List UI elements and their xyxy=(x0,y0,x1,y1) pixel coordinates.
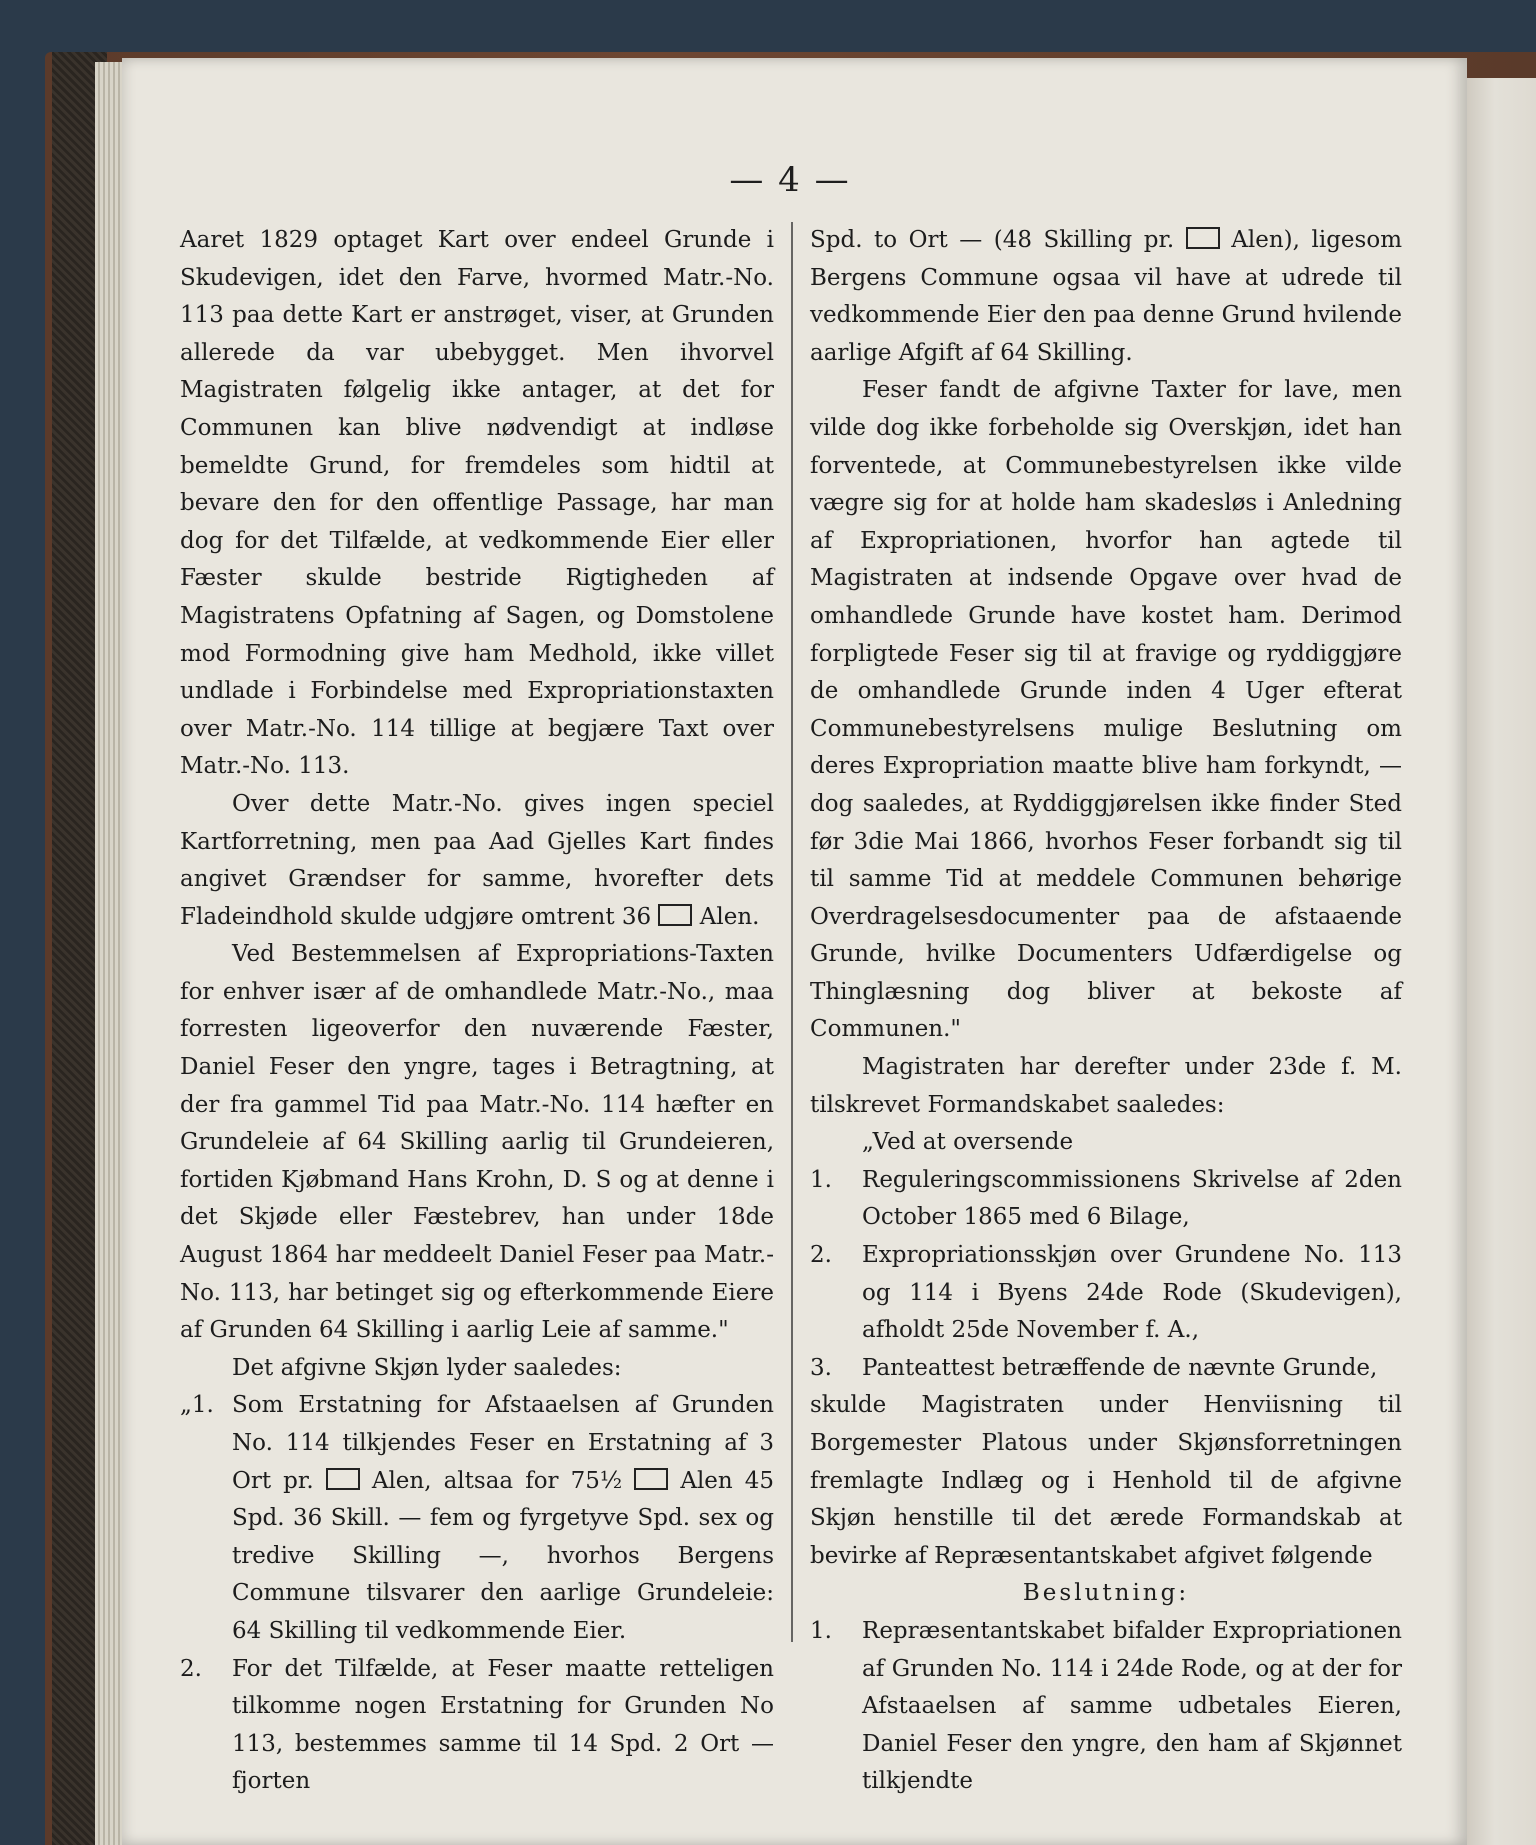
paragraph: Spd. to Ort — (48 Skilling pr. Alen), ligesom Bergens Commune ogsaa vil have at udrede til vedkommende Eier den paa denne Grund hvilende aarlige Afgift af 64 Skilling. xyxy=(810,227,1403,366)
square-symbol xyxy=(1186,227,1220,249)
numbered-item: „1. Som Erstatning for Afstaaelsen af Grunden No. 114 tilkjendes Feser en Erstatning af 3 Ort pr. Alen, altsaa for 75½ Alen 45 Spd. 36 Skill. — fem og fyrgetyve Spd. sex og tredive Skilling —, hvorhos Bergens Commune tilsvarer den aarlige Grundeleie: 64 Skilling til vedkommende Eier. xyxy=(180,1392,775,1644)
paragraph: Feser fandt de afgivne Taxter for lave, men vilde dog ikke forbeholde sig Overskjøn, idet han forventede, at Communebestyrelsen ikke vilde vægre sig for at holde ham skadesløs i Anledning af Expropriationen, hvorfor han agtede til Magistraten at indsende Opgave over hvad de omhandlede Grunde have kostet ham. Derimod forpligtede Feser sig til at fravige og ryddiggjøre de omhandlede Grunde inden 4 Uger efterat Communebestyrelsens mulige Beslutning om deres Expropriation maatte blive ham forkyndt, — dog saaledes, at Ryddiggjørelsen ikke finder Sted før 3die Mai 1866, hvorhos Feser forbandt sig til til samme Tid at meddele Communen behørige Overdragelsesdocumenter paa de afstaaende Grunde, hvilke Documenters Udfærdigelse og Thinglæsning dog bliver at bekoste af Communen." xyxy=(810,377,1402,1043)
facing-page-edge xyxy=(1467,78,1536,1845)
paragraph: Over dette Matr.-No. gives ingen speciel Kartforretning, men paa Aad Gjelles Kart findes angivet Grændser for samme, hvorefter dets Fladeindhold skulde udgjøre omtrent 36 Alen. xyxy=(180,790,774,930)
paragraph: „Ved at oversende xyxy=(862,1129,1074,1156)
paragraph: skulde Magistraten under Henviisning til Borgemester Platous under Skjønsforretningen fremlagte Indlæg og i Henhold til de afgivne Skjøn henstille til det ærede Formandskab at bevirke af Repræsentantskabet afgivet følgende xyxy=(810,1392,1402,1569)
numbered-item: 2. Expropriationsskjøn over Grundene No. 113 og 114 i Byens 24de Rode (Skudevigen), afholdt 25de November f. A., xyxy=(810,1242,1402,1344)
right-column xyxy=(810,222,1402,1801)
left-column xyxy=(180,222,774,1801)
square-symbol xyxy=(658,904,692,926)
numbered-item: 1. Repræsentantskabet bifalder Expropriationen af Grunden No. 114 i 24de Rode, og at der for Afstaaelsen af samme udbetales Eieren, Daniel Feser den yngre, den ham af Skjønnet tilkjendte xyxy=(810,1617,1402,1795)
page-number: — 4 — xyxy=(729,160,851,200)
section-heading: Beslutning: xyxy=(1022,1580,1190,1607)
square-symbol xyxy=(634,1468,668,1490)
numbered-item: 1. Reguleringscommissionens Skrivelse af 2den October 1865 med 6 Bilage, xyxy=(810,1166,1402,1231)
column-divider xyxy=(791,222,793,1642)
square-symbol xyxy=(326,1468,360,1490)
numbered-item: 3. Panteattest betræffende de nævnte Grunde, xyxy=(810,1354,1378,1381)
numbered-item: 2. For det Tilfælde, at Feser maatte retteligen tilkomme nogen Erstatning for Grunden No 113, bestemmes samme til 14 Spd. 2 Ort — fjorten xyxy=(180,1655,774,1795)
paragraph: Det afgivne Skjøn lyder saaledes: xyxy=(232,1354,622,1381)
paragraph: Aaret 1829 optaget Kart over endeel Grunde i Skudevigen, idet den Farve, hvormed Matr.-No. 113 paa dette Kart er anstrøget, viser, at Grunden allerede da var ubebygget. Men ihvorvel Magistraten følgelig ikke antager, at det for Communen kan blive nødvendigt at indløse bemeldte Grund, for fremdeles som hidtil at bevare den for den offentlige Passage, har man dog for det Tilfælde, at vedkommende Eier eller Fæster skulde bestride Rigtigheden af Magistratens Opfatning af Sagen, og Domstolene mod Formodning give ham Medhold, ikke villet undlade i Forbindelse med Expropriationstaxten over Matr.-No. 114 tillige at begjære Taxt over Matr.-No. 113. xyxy=(180,227,774,780)
page-edges xyxy=(95,62,125,1845)
paragraph: Magistraten har derefter under 23de f. M. tilskrevet Formandskabet saaledes: xyxy=(810,1054,1402,1118)
paragraph: Ved Bestemmelsen af Expropriations-Taxten for enhver især af de omhandlede Matr.-No., maa forresten ligeoverfor den nuværende Fæster, Daniel Feser den yngre, tages i Betragtning, at der fra gammel Tid paa Matr.-No. 114 hæfter en Grundeleie af 64 Skilling aarlig til Grundeieren, fortiden Kjøbmand Hans Krohn, D. S og at denne i det Skjøde eller Fæstebrev, han under 18de August 1864 har meddeelt Daniel Feser paa Matr.-No. 113, har betinget sig og efterkommende Eiere af Grunden 64 Skilling i aarlig Leie af samme." xyxy=(180,941,774,1344)
